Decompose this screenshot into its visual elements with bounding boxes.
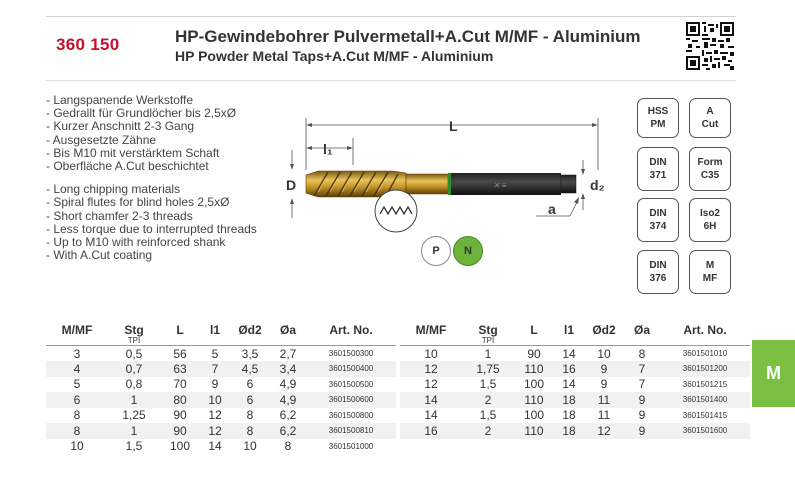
table-cell: 6,2: [270, 408, 306, 424]
table-row: [400, 346, 750, 362]
table-cell: 1,75: [462, 361, 514, 377]
feature-de-5: - Bis M10 mit verstärktem Schaft: [46, 145, 220, 160]
dimension-table-right: [400, 313, 750, 439]
col-header-l1: l1: [563, 323, 574, 337]
spec-badge-m-mf: M MF: [689, 250, 731, 294]
table-row: [46, 439, 396, 455]
col-header-art: Art. No.: [329, 323, 373, 337]
feature-en-6: - With A.Cut coating: [46, 248, 153, 263]
square-drive: [561, 175, 576, 193]
table-cell: 10: [584, 346, 624, 362]
table-cell: 110: [514, 392, 554, 408]
table-cell: 8: [46, 423, 108, 439]
table-cell: 5: [46, 377, 108, 393]
spec-badge-din374: DIN 374: [637, 198, 679, 242]
table-cell: 90: [160, 423, 200, 439]
table-cell: 0,8: [108, 377, 160, 393]
table-cell: 9: [584, 361, 624, 377]
table-cell: 8: [270, 439, 306, 455]
material-p-icon: P: [421, 236, 451, 266]
spec-badge-din371: DIN 371: [637, 147, 679, 191]
dimension-L-label: L: [449, 118, 458, 134]
col-header-l: L: [530, 323, 538, 337]
table-cell: 3: [46, 346, 108, 362]
col-header-d2: Ød2: [238, 323, 262, 337]
table-cell: 8: [230, 423, 270, 439]
table-cell: 1,5: [462, 377, 514, 393]
table-cell: 9: [200, 377, 230, 393]
table-cell: 1: [108, 423, 160, 439]
table-row: [400, 361, 750, 377]
material-n-icon: N: [453, 236, 483, 266]
col-header-stg: Stg TPI: [478, 323, 498, 345]
section-tab-m[interactable]: M: [752, 340, 795, 407]
table-cell: 12: [400, 361, 462, 377]
table-cell: 1,5: [462, 408, 514, 424]
table-cell: 2: [462, 423, 514, 439]
table-cell: 3,4: [270, 361, 306, 377]
table-cell: 4,9: [270, 392, 306, 408]
table-cell: 3601501400: [660, 392, 750, 408]
table-cell: 12: [584, 423, 624, 439]
table-cell: 14: [554, 346, 584, 362]
table-cell: 0,7: [108, 361, 160, 377]
spec-badge-hss-pm: HSS PM: [637, 98, 679, 138]
table-cell: 8: [624, 346, 660, 362]
table-cell: 3601501000: [306, 439, 396, 455]
title-german: HP-Gewindebohrer Pulvermetall+A.Cut M/MF - Aluminium: [175, 27, 641, 46]
feature-de-4: - Ausgesetzte Zähne: [46, 132, 157, 147]
table-cell: 3601501010: [660, 346, 750, 362]
col-header-a: Øa: [633, 323, 650, 337]
table-cell: 9: [624, 392, 660, 408]
feature-de-6: - Oberfläche A.Cut beschichtet: [46, 159, 209, 174]
dimension-table-left: [46, 313, 396, 454]
table-cell: 6,2: [270, 423, 306, 439]
table-cell: 14: [200, 439, 230, 455]
table-cell: 18: [554, 392, 584, 408]
table-cell: 6: [230, 377, 270, 393]
table-cell: 1,25: [108, 408, 160, 424]
table-cell: 9: [624, 423, 660, 439]
dimension-D-label: D: [286, 177, 297, 193]
table-cell: 9: [624, 408, 660, 424]
table-cell: 4,5: [230, 361, 270, 377]
table-cell: 10: [200, 392, 230, 408]
table-cell: 2: [462, 392, 514, 408]
green-ring: [448, 173, 451, 195]
spec-badge-iso2-6h: Iso2 6H: [689, 198, 731, 242]
table-cell: 2,7: [270, 346, 306, 362]
feature-en-2: - Spiral flutes for blind holes 2,5xØ: [46, 195, 230, 210]
table-cell: 11: [584, 408, 624, 424]
table-cell: 3601500800: [306, 408, 396, 424]
table-row: [46, 377, 396, 393]
table-cell: 14: [400, 408, 462, 424]
table-row: [400, 392, 750, 408]
table-cell: 4,9: [270, 377, 306, 393]
col-header-l1: l1: [209, 323, 220, 337]
col-header-mmf: M/MF: [61, 323, 93, 337]
table-cell: 3601501415: [660, 408, 750, 424]
table-cell: 3601500300: [306, 346, 396, 362]
table-row: [400, 408, 750, 424]
dimension-d2-label: d₂: [590, 177, 605, 193]
dimension-a-label: a: [548, 201, 556, 217]
table-row: [400, 423, 750, 439]
table-cell: 100: [514, 377, 554, 393]
table-cell: 1: [108, 392, 160, 408]
table-cell: 18: [554, 408, 584, 424]
col-header-d2: Ød2: [592, 323, 616, 337]
table-cell: 6: [46, 392, 108, 408]
table-row: [46, 392, 396, 408]
feature-en-5: - Up to M10 with reinforced shank: [46, 235, 226, 250]
table-row: [46, 408, 396, 424]
table-row: [46, 423, 396, 439]
feature-en-1: - Long chipping materials: [46, 182, 181, 197]
title-english: HP Powder Metal Taps+A.Cut M/MF - Aluminium: [175, 48, 494, 64]
table-cell: 70: [160, 377, 200, 393]
table-cell: 90: [514, 346, 554, 362]
table-cell: 11: [584, 392, 624, 408]
feature-de-1: - Langspanende Werkstoffe: [46, 93, 193, 107]
feature-en-4: - Less torque due to interrupted threads: [46, 221, 257, 236]
table-cell: 3601500400: [306, 361, 396, 377]
product-code: 360 150: [56, 35, 120, 54]
table-cell: 110: [514, 361, 554, 377]
table-cell: 3601500600: [306, 392, 396, 408]
table-cell: 8: [46, 408, 108, 424]
table-cell: 16: [400, 423, 462, 439]
header-top-rule: [46, 16, 736, 17]
table-cell: 4: [46, 361, 108, 377]
table-cell: 3601501215: [660, 377, 750, 393]
table-cell: 100: [160, 439, 200, 455]
table-cell: 7: [624, 361, 660, 377]
dimension-l1-label: l₁: [323, 141, 333, 157]
table-cell: 63: [160, 361, 200, 377]
col-header-a: Øa: [279, 323, 296, 337]
feature-en-3: - Short chamfer 2-3 threads: [46, 208, 193, 223]
table-cell: 56: [160, 346, 200, 362]
col-header-l: L: [176, 323, 184, 337]
table-cell: 3601501200: [660, 361, 750, 377]
table-cell: 80: [160, 392, 200, 408]
table-cell: 5: [200, 346, 230, 362]
spec-badge-form-c35: Form C35: [689, 147, 731, 191]
table-cell: 8: [230, 408, 270, 424]
table-cell: 1: [462, 346, 514, 362]
feature-de-3: - Kurzer Anschnitt 2-3 Gang: [46, 119, 195, 134]
table-cell: 18: [554, 423, 584, 439]
table-cell: 9: [584, 377, 624, 393]
col-header-mmf: M/MF: [415, 323, 447, 337]
table-cell: 90: [160, 408, 200, 424]
table-cell: 7: [200, 361, 230, 377]
table-cell: 14: [400, 392, 462, 408]
feature-de-2: - Gedrallt für Grundlöcher bis 2,5xØ: [46, 106, 237, 121]
header-bottom-rule: [46, 80, 736, 81]
table-cell: 100: [514, 408, 554, 424]
svg-text:✕ ≡: ✕ ≡: [493, 181, 507, 190]
table-cell: 14: [554, 377, 584, 393]
qr-code-icon: [686, 22, 734, 70]
table-cell: 3601501600: [660, 423, 750, 439]
col-header-art: Art. No.: [683, 323, 727, 337]
table-cell: 10: [230, 439, 270, 455]
table-cell: 12: [200, 423, 230, 439]
table-cell: 10: [46, 439, 108, 455]
table-row: [46, 361, 396, 377]
tap-technical-drawing: [278, 110, 618, 250]
table-cell: 12: [200, 408, 230, 424]
table-cell: 12: [400, 377, 462, 393]
table-cell: 3,5: [230, 346, 270, 362]
table-cell: 1,5: [108, 439, 160, 455]
feature-list: [46, 94, 257, 262]
table-cell: 10: [400, 346, 462, 362]
table-cell: 16: [554, 361, 584, 377]
spec-badge-acut: A Cut: [689, 98, 731, 138]
table-cell: 6: [230, 392, 270, 408]
spec-badge-din376: DIN 376: [637, 250, 679, 294]
table-cell: 3601500810: [306, 423, 396, 439]
table-cell: 7: [624, 377, 660, 393]
table-cell: 110: [514, 423, 554, 439]
table-cell: 0,5: [108, 346, 160, 362]
table-row: [46, 346, 396, 362]
col-header-stg: Stg TPI: [124, 323, 144, 345]
table-cell: 3601500500: [306, 377, 396, 393]
table-row: [400, 377, 750, 393]
